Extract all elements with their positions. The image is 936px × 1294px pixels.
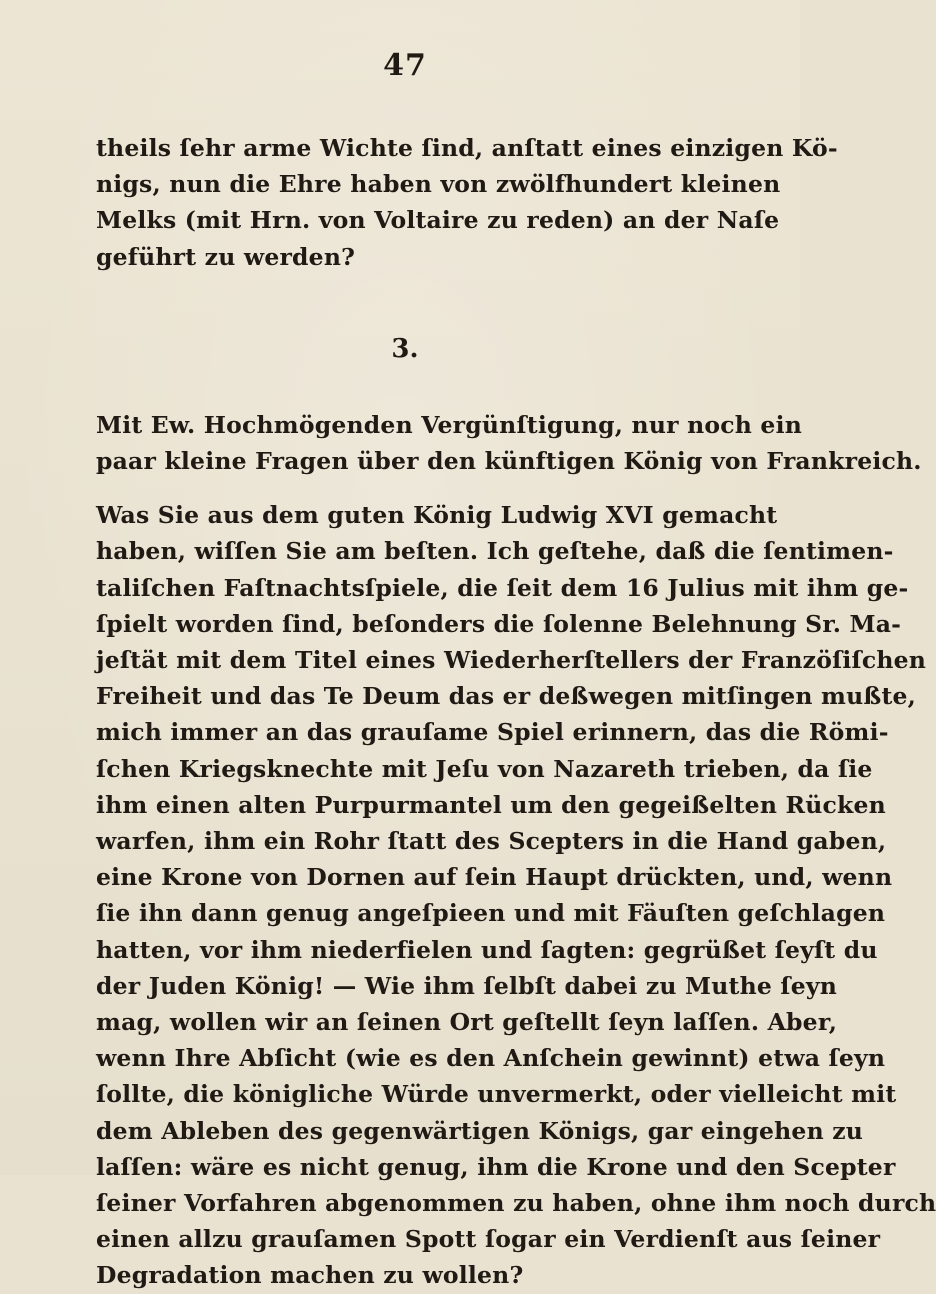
text-line: jeſtät mit dem Titel eines Wiederherſtellers der Franzöſiſchen [96,646,927,675]
text-line: hatten, vor ihm niederfielen und ſagten: gegrüßet ſeyſt du [96,935,878,964]
text-line: Freiheit und das Te Deum das er deßwegen mitſingen mußte, [96,682,917,711]
paragraph-1 [96,130,838,275]
text-line: Mit Ew. Hochmögenden Vergünſtigung, nur noch ein [96,410,802,439]
text-line: ſollte, die königliche Würde unvermerkt, oder vielleicht mit [96,1080,897,1109]
text-line: ſeiner Vorfahren abgenommen zu haben, ohne ihm noch durch [96,1189,936,1218]
text-line: dem Ableben des gegenwärtigen Königs, gar eingehen zu [96,1116,864,1145]
text-line: der Juden König! — Wie ihm ſelbſt dabei zu Muthe ſeyn [96,971,838,1000]
paragraph-spacer [96,479,714,497]
text-line: nigs, nun die Ehre haben von zwölfhundert kleinen [96,170,781,199]
text-line: eine Krone von Dornen auf ſein Haupt drückten, und, wenn [96,863,893,892]
text-line: ſchen Kriegsknechte mit Jeſu von Nazareth trieben, da ſie [96,754,873,783]
paragraph-2 [96,407,922,479]
text-line: theils ſehr arme Wichte ſind, anſtatt eines einzigen Kö- [96,134,838,162]
text-line: haben, wiſſen Sie am beſten. Ich geſtehe, daß die ſentimen- [96,537,894,566]
text-line: taliſchen Faſtnachtsſpiele, die ſeit dem 16 Julius mit ihm ge- [96,573,909,602]
text-line: einen allzu grauſamen Spott ſogar ein Verdienſt aus ſeiner [96,1225,881,1254]
text-line: Melks (mit Hrn. von Voltaire zu reden) an der Naſe [96,206,780,235]
text-line: ſpielt worden ſind, beſonders die ſolenne Belehnung Sr. Ma- [96,609,902,638]
text-line: Was Sie aus dem guten König Ludwig XVI gemacht [96,501,778,530]
text-line: laſſen: wäre es nicht genug, ihm die Krone und den Scepter [96,1152,896,1181]
text-line: geführt zu werden? [96,242,356,271]
section-number: 3. [391,333,419,364]
text-line: wenn Ihre Abſicht (wie es den Anſchein gewinnt) etwa ſeyn [96,1044,886,1073]
text-line: mag, wollen wir an ſeinen Ort geſtellt ſeyn laſſen. Aber, [96,1008,838,1037]
text-line: Degradation machen zu wollen? [96,1261,524,1290]
text-line: warfen, ihm ein Rohr ſtatt des Scepters in die Hand gaben, [96,827,887,856]
text-line: paar kleine Fragen über den künftigen König von Frankreich. [96,447,922,476]
text-line: ſie ihn dann genug angeſpieen und mit Fäuſten geſchlagen [96,899,886,928]
text-line: mich immer an das grauſame Spiel erinnern, das die Römi- [96,718,889,747]
page-number: 47 [383,48,427,83]
text-line: ihm einen alten Purpurmantel um den gegeißelten Rücken [96,790,886,819]
paragraph-3 [96,497,936,1293]
